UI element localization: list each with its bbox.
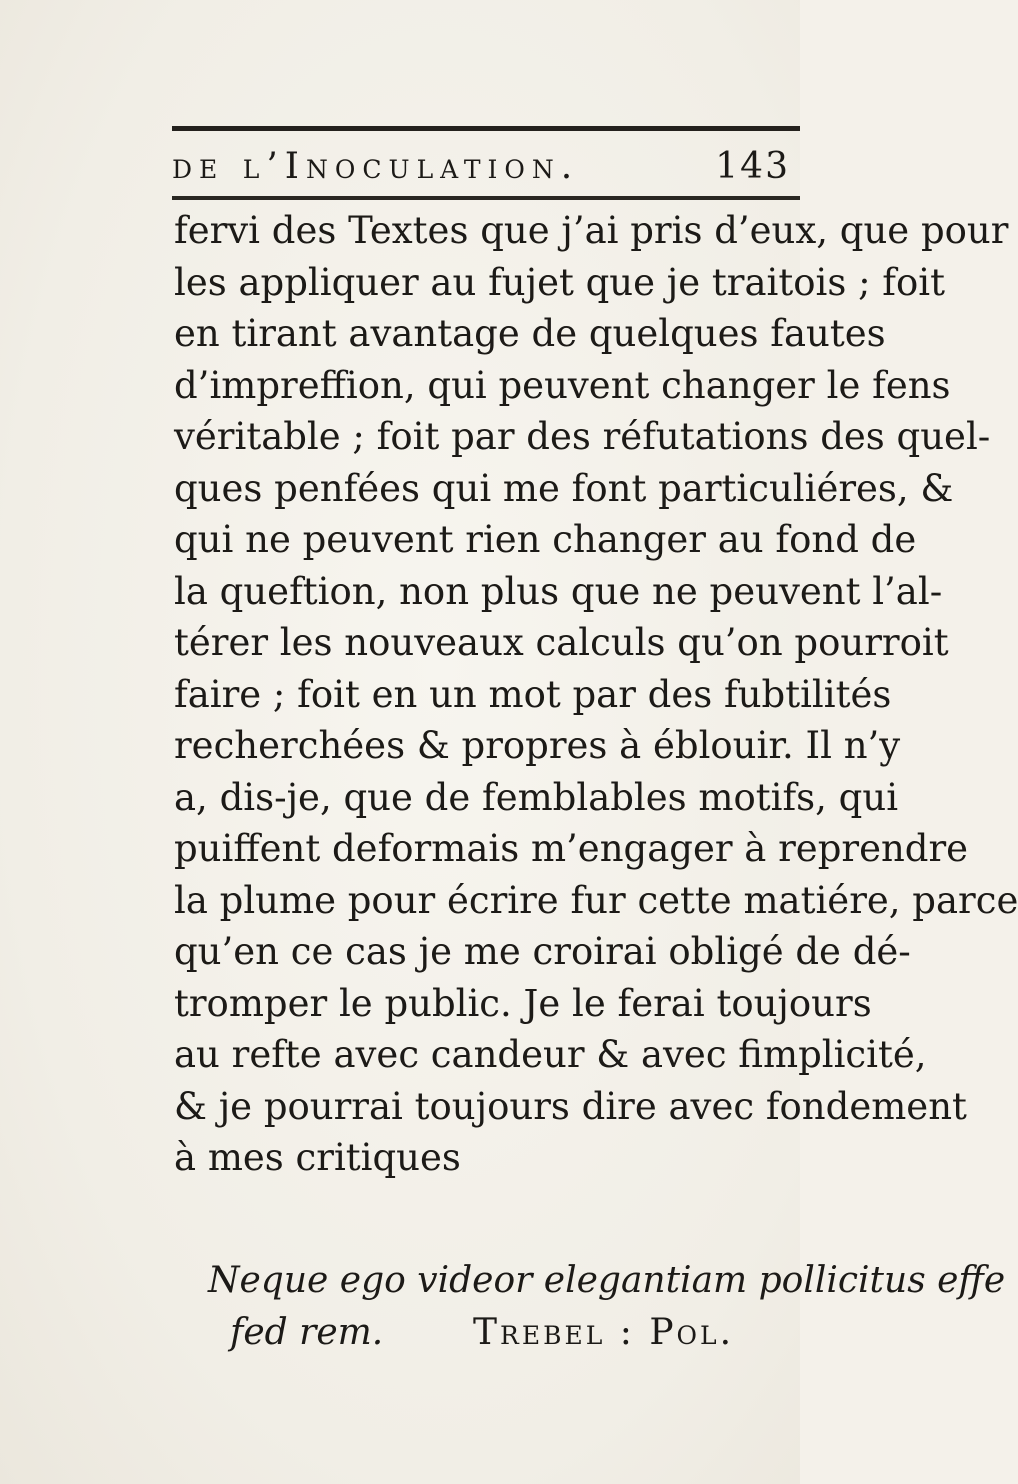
text-line: faire ; foit en un mot par des fubtilités xyxy=(174,672,892,716)
quote-line-2 xyxy=(208,1307,788,1359)
text-line: tromper le public. Je le ferai toujours xyxy=(174,981,872,1025)
text-line: véritable ; foit par des réfutations des quel- xyxy=(174,415,991,458)
text-line: qui ne peuvent rien changer au fond de xyxy=(174,518,917,561)
body-text xyxy=(174,205,1018,1184)
text-line: la plume pour écrire fur cette matiére, parce xyxy=(174,878,1018,922)
quote-line-1: Neque ego videor elegantiam pollicitus effe xyxy=(208,1260,1006,1301)
text-line: au refte avec candeur & avec fimplicité, xyxy=(174,1033,927,1076)
header-rule-bottom xyxy=(172,196,800,200)
running-head-title: de l’Inoculation. xyxy=(172,146,580,187)
quote-attribution: Trebel : Pol. xyxy=(473,1312,735,1353)
text-line: qu’en ce cas je me croirai obligé de dé- xyxy=(174,930,911,973)
latin-quotation xyxy=(208,1255,1006,1359)
text-line: fervi des Textes que j’ai pris d’eux, que pour xyxy=(174,209,1009,252)
text-line: les appliquer au fujet que je traitois ; foit xyxy=(174,260,945,304)
quote-line-2-text: fed rem. xyxy=(230,1312,384,1353)
text-line: à mes critiques xyxy=(174,1136,461,1179)
text-line: en tirant avantage de quelques fautes xyxy=(174,312,886,355)
text-line: d’impreffion, qui peuvent changer le fens xyxy=(174,363,951,407)
text-line: ques penfées qui me font particuliéres, & xyxy=(174,466,954,510)
running-head xyxy=(172,138,800,196)
text-line: & je pourrai toujours dire avec fondement xyxy=(174,1084,967,1128)
text-line: puiffent deformais m’engager à reprendre xyxy=(174,827,969,870)
header-rule-top xyxy=(172,126,800,131)
text-line: a, dis-je, que de femblables motifs, qui xyxy=(174,775,899,819)
text-line: térer les nouveaux calculs qu’on pourroit xyxy=(174,621,949,664)
page-number: 143 xyxy=(715,146,790,187)
text-line: la queftion, non plus que ne peuvent l’al- xyxy=(174,569,943,613)
text-line: recherchées & propres à éblouir. Il n’y xyxy=(174,724,901,767)
